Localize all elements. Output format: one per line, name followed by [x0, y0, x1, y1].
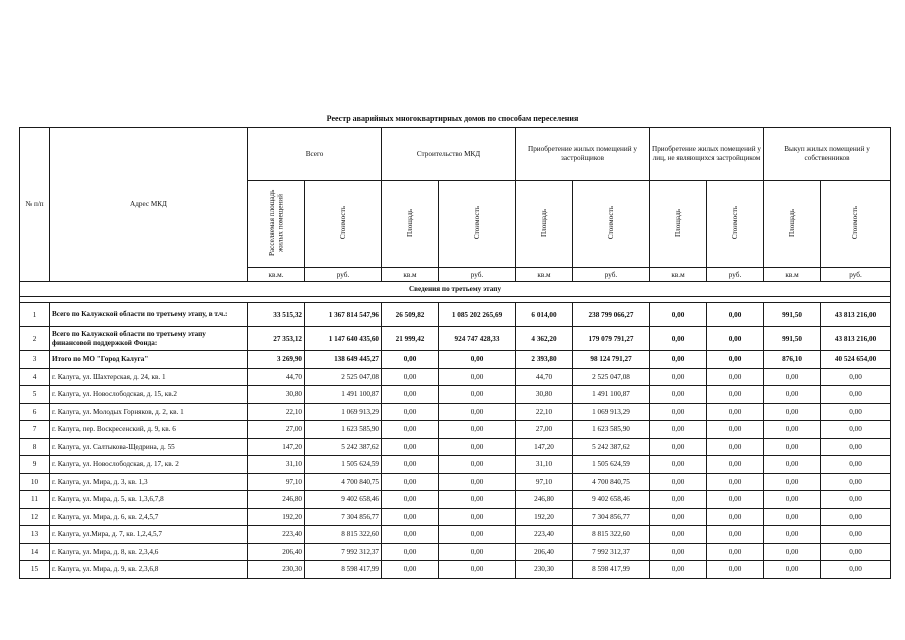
row-value: 0,00 — [650, 421, 707, 439]
table-row — [20, 351, 891, 369]
row-address: Итого по МО "Город Калуга" — [50, 351, 248, 369]
row-value: 0,00 — [439, 473, 516, 491]
row-value: 0,00 — [439, 491, 516, 509]
row-value: 0,00 — [439, 561, 516, 579]
row-value: 0,00 — [382, 508, 439, 526]
table-row — [20, 526, 891, 544]
row-value: 0,00 — [650, 526, 707, 544]
row-value: 0,00 — [382, 368, 439, 386]
row-value: 246,80 — [248, 491, 305, 509]
row-number: 3 — [20, 351, 50, 369]
row-value: 0,00 — [707, 491, 764, 509]
row-value: 4 700 840,75 — [305, 473, 382, 491]
header-num: № п/п — [20, 128, 50, 282]
row-value: 192,20 — [516, 508, 573, 526]
row-value: 230,30 — [516, 561, 573, 579]
row-number: 6 — [20, 403, 50, 421]
row-value: 0,00 — [707, 508, 764, 526]
row-value: 0,00 — [707, 368, 764, 386]
row-value: 0,00 — [764, 543, 821, 561]
row-value: 138 649 445,27 — [305, 351, 382, 369]
row-value: 7 304 856,77 — [305, 508, 382, 526]
row-value: 0,00 — [650, 403, 707, 421]
section-row — [20, 282, 891, 297]
header-sub-cost: Стоимость — [573, 181, 650, 268]
table-row — [20, 491, 891, 509]
row-value: 22,10 — [248, 403, 305, 421]
table-row — [20, 421, 891, 439]
row-value: 1 505 624,59 — [305, 456, 382, 474]
row-value: 0,00 — [821, 368, 891, 386]
row-value: 223,40 — [516, 526, 573, 544]
registry-table — [19, 127, 891, 579]
row-value: 0,00 — [439, 508, 516, 526]
row-value: 21 999,42 — [382, 327, 439, 351]
row-value: 0,00 — [439, 526, 516, 544]
row-value: 43 813 216,00 — [821, 327, 891, 351]
row-value: 6 014,00 — [516, 303, 573, 327]
row-number: 15 — [20, 561, 50, 579]
row-address: г. Калуга, ул. Салтыкова-Щедрина, д. 55 — [50, 438, 248, 456]
row-value: 0,00 — [707, 327, 764, 351]
row-value: 0,00 — [439, 456, 516, 474]
row-value: 44,70 — [248, 368, 305, 386]
row-address: г. Калуга, ул. Мира, д. 6, кв. 2,4,5,7 — [50, 508, 248, 526]
row-address: г. Калуга, ул. Шахтерская, д. 24, кв. 1 — [50, 368, 248, 386]
row-value: 8 598 417,99 — [305, 561, 382, 579]
row-value: 0,00 — [764, 491, 821, 509]
table-row — [20, 386, 891, 404]
row-value: 0,00 — [821, 421, 891, 439]
header-sub-area: Площадь — [382, 181, 439, 268]
row-value: 0,00 — [650, 543, 707, 561]
row-value: 206,40 — [248, 543, 305, 561]
row-number: 14 — [20, 543, 50, 561]
row-value: 3 269,90 — [248, 351, 305, 369]
header-sub-area: Площадь — [516, 181, 573, 268]
unit-cell: руб. — [439, 268, 516, 282]
row-value: 0,00 — [707, 456, 764, 474]
row-value: 0,00 — [382, 491, 439, 509]
row-value: 9 402 658,46 — [573, 491, 650, 509]
row-value: 0,00 — [382, 473, 439, 491]
row-value: 0,00 — [707, 438, 764, 456]
row-value: 924 747 428,33 — [439, 327, 516, 351]
row-value: 44,70 — [516, 368, 573, 386]
row-value: 1 491 100,87 — [305, 386, 382, 404]
header-sub-cost: Стоимость — [707, 181, 764, 268]
row-value: 0,00 — [382, 456, 439, 474]
row-value: 0,00 — [382, 438, 439, 456]
row-value: 98 124 791,27 — [573, 351, 650, 369]
header-group-developers: Приобретение жилых помещений у застройщиков — [516, 128, 650, 181]
registry-title: Реестр аварийных многоквартирных домов по способам переселения — [326, 114, 579, 123]
row-value: 0,00 — [707, 386, 764, 404]
row-value: 0,00 — [707, 303, 764, 327]
row-value: 0,00 — [650, 327, 707, 351]
row-value: 0,00 — [764, 561, 821, 579]
row-number: 9 — [20, 456, 50, 474]
header-group-total: Всего — [248, 128, 382, 181]
row-value: 0,00 — [382, 421, 439, 439]
row-value: 0,00 — [439, 421, 516, 439]
unit-cell: кв.м — [516, 268, 573, 282]
row-address: г. Калуга, ул. Новослободская, д. 15, кв.2 — [50, 386, 248, 404]
row-value: 0,00 — [650, 561, 707, 579]
unit-cell: кв.м. — [248, 268, 305, 282]
row-address: г. Калуга, ул. Новослободская, д. 17, кв. 2 — [50, 456, 248, 474]
row-address: г. Калуга, ул. Мира, д. 3, кв. 1,3 — [50, 473, 248, 491]
row-value: 0,00 — [650, 456, 707, 474]
table-row — [20, 403, 891, 421]
header-group-non-developers: Приобретение жилых помещений у лиц, не являющихся застройщиком — [650, 128, 764, 181]
header-group-buyout: Выкуп жилых помещений у собственников — [764, 128, 891, 181]
header-sub-area: Расселяемая площадь жилых помещений — [248, 181, 305, 268]
row-value: 40 524 654,00 — [821, 351, 891, 369]
row-value: 192,20 — [248, 508, 305, 526]
row-value: 0,00 — [650, 508, 707, 526]
row-value: 0,00 — [764, 403, 821, 421]
header-sub-cost: Стоимость — [821, 181, 891, 268]
row-value: 238 799 066,27 — [573, 303, 650, 327]
row-value: 246,80 — [516, 491, 573, 509]
row-value: 0,00 — [821, 508, 891, 526]
row-value: 0,00 — [650, 351, 707, 369]
unit-cell: руб. — [573, 268, 650, 282]
row-value: 9 402 658,46 — [305, 491, 382, 509]
row-number: 13 — [20, 526, 50, 544]
row-number: 11 — [20, 491, 50, 509]
row-address: г. Калуга, ул. Мира, д. 8, кв. 2,3,4,6 — [50, 543, 248, 561]
unit-cell: руб. — [707, 268, 764, 282]
row-value: 0,00 — [382, 543, 439, 561]
row-value: 1 147 640 435,60 — [305, 327, 382, 351]
row-value: 0,00 — [707, 526, 764, 544]
header-group-construction: Строительство МКД — [382, 128, 516, 181]
table-row — [20, 508, 891, 526]
row-value: 1 623 585,90 — [305, 421, 382, 439]
row-value: 43 813 216,00 — [821, 303, 891, 327]
row-value: 0,00 — [707, 473, 764, 491]
row-value: 31,10 — [516, 456, 573, 474]
row-address: г. Калуга, ул. Мира, д. 9, кв. 2,3,6,8 — [50, 561, 248, 579]
row-number: 4 — [20, 368, 50, 386]
row-value: 1 505 624,59 — [573, 456, 650, 474]
row-value: 1 367 814 547,96 — [305, 303, 382, 327]
row-value: 4 700 840,75 — [573, 473, 650, 491]
row-value: 876,10 — [764, 351, 821, 369]
row-value: 0,00 — [764, 473, 821, 491]
row-value: 147,20 — [516, 438, 573, 456]
table-row — [20, 561, 891, 579]
row-value: 1 491 100,87 — [573, 386, 650, 404]
unit-cell: руб. — [305, 268, 382, 282]
row-value: 27,00 — [516, 421, 573, 439]
row-value: 0,00 — [764, 526, 821, 544]
row-value: 2 525 047,08 — [305, 368, 382, 386]
row-value: 0,00 — [382, 403, 439, 421]
row-number: 12 — [20, 508, 50, 526]
row-value: 4 362,20 — [516, 327, 573, 351]
row-value: 0,00 — [439, 543, 516, 561]
row-value: 0,00 — [764, 508, 821, 526]
row-address: г. Калуга, ул. Мира, д. 5, кв. 1,3,6,7,8 — [50, 491, 248, 509]
row-value: 7 304 856,77 — [573, 508, 650, 526]
row-number: 2 — [20, 327, 50, 351]
header-address: Адрес МКД — [50, 128, 248, 282]
row-address: Всего по Калужской области по третьему этапу финансовой поддержкой Фонда: — [50, 327, 248, 351]
row-value: 7 992 312,37 — [573, 543, 650, 561]
header-sub-cost: Стоимость — [439, 181, 516, 268]
row-value: 0,00 — [707, 561, 764, 579]
row-value: 30,80 — [516, 386, 573, 404]
row-value: 27,00 — [248, 421, 305, 439]
unit-cell: кв.м — [764, 268, 821, 282]
unit-cell: руб. — [821, 268, 891, 282]
row-value: 0,00 — [650, 386, 707, 404]
row-value: 0,00 — [764, 386, 821, 404]
row-value: 0,00 — [707, 421, 764, 439]
header-sub-area: Площадь — [650, 181, 707, 268]
header-sub-cost: Стоимость — [305, 181, 382, 268]
header-sub-area: Площадь — [764, 181, 821, 268]
row-value: 7 992 312,37 — [305, 543, 382, 561]
row-value: 22,10 — [516, 403, 573, 421]
row-value: 31,10 — [248, 456, 305, 474]
row-address: г. Калуга, пер. Воскресенский, д. 9, кв. 6 — [50, 421, 248, 439]
row-value: 0,00 — [821, 473, 891, 491]
row-address: г. Калуга, ул. Молодых Горняков, д. 2, кв. 1 — [50, 403, 248, 421]
table-row — [20, 438, 891, 456]
table-row — [20, 543, 891, 561]
row-value: 0,00 — [650, 473, 707, 491]
table-row — [20, 303, 891, 327]
row-value: 0,00 — [439, 351, 516, 369]
row-value: 0,00 — [764, 368, 821, 386]
table-row — [20, 456, 891, 474]
table-row — [20, 327, 891, 351]
row-value: 8 598 417,99 — [573, 561, 650, 579]
row-value: 0,00 — [707, 351, 764, 369]
row-value: 0,00 — [382, 386, 439, 404]
row-value: 0,00 — [707, 543, 764, 561]
row-value: 0,00 — [821, 491, 891, 509]
row-value: 5 242 387,62 — [305, 438, 382, 456]
row-value: 27 353,12 — [248, 327, 305, 351]
row-value: 0,00 — [764, 421, 821, 439]
row-value: 0,00 — [650, 303, 707, 327]
table-row — [20, 473, 891, 491]
row-value: 0,00 — [650, 491, 707, 509]
row-value: 1 085 202 265,69 — [439, 303, 516, 327]
row-number: 10 — [20, 473, 50, 491]
row-value: 991,50 — [764, 327, 821, 351]
row-value: 0,00 — [382, 351, 439, 369]
row-value: 0,00 — [821, 438, 891, 456]
row-value: 0,00 — [821, 561, 891, 579]
row-value: 0,00 — [650, 368, 707, 386]
row-value: 0,00 — [821, 543, 891, 561]
row-value: 230,30 — [248, 561, 305, 579]
row-value: 8 815 322,60 — [305, 526, 382, 544]
row-value: 0,00 — [439, 386, 516, 404]
row-value: 1 069 913,29 — [573, 403, 650, 421]
row-value: 0,00 — [439, 368, 516, 386]
row-value: 0,00 — [821, 456, 891, 474]
row-value: 147,20 — [248, 438, 305, 456]
row-value: 223,40 — [248, 526, 305, 544]
row-value: 33 515,32 — [248, 303, 305, 327]
header-group-row — [20, 128, 891, 181]
row-value: 0,00 — [707, 403, 764, 421]
table-row — [20, 368, 891, 386]
row-number: 7 — [20, 421, 50, 439]
row-value: 97,10 — [248, 473, 305, 491]
row-value: 0,00 — [650, 438, 707, 456]
row-value: 0,00 — [439, 438, 516, 456]
row-value: 1 623 585,90 — [573, 421, 650, 439]
row-value: 26 509,82 — [382, 303, 439, 327]
row-address: Всего по Калужской области по третьему этапу, в т.ч.: — [50, 303, 248, 327]
row-value: 0,00 — [382, 561, 439, 579]
row-value: 206,40 — [516, 543, 573, 561]
row-value: 2 393,80 — [516, 351, 573, 369]
unit-cell: кв.м — [382, 268, 439, 282]
row-number: 1 — [20, 303, 50, 327]
row-value: 0,00 — [439, 403, 516, 421]
row-value: 0,00 — [382, 526, 439, 544]
row-value: 30,80 — [248, 386, 305, 404]
row-value: 0,00 — [821, 403, 891, 421]
row-value: 97,10 — [516, 473, 573, 491]
row-value: 0,00 — [764, 438, 821, 456]
row-value: 179 079 791,27 — [573, 327, 650, 351]
row-number: 5 — [20, 386, 50, 404]
row-number: 8 — [20, 438, 50, 456]
row-value: 0,00 — [764, 456, 821, 474]
row-value: 5 242 387,62 — [573, 438, 650, 456]
row-value: 8 815 322,60 — [573, 526, 650, 544]
row-value: 0,00 — [821, 386, 891, 404]
section-title: Сведения по третьему этапу — [20, 282, 891, 297]
row-value: 1 069 913,29 — [305, 403, 382, 421]
row-value: 2 525 047,08 — [573, 368, 650, 386]
row-value: 0,00 — [821, 526, 891, 544]
row-value: 991,50 — [764, 303, 821, 327]
row-address: г. Калуга, ул.Мира, д. 7, кв. 1,2,4,5,7 — [50, 526, 248, 544]
unit-cell: кв.м — [650, 268, 707, 282]
